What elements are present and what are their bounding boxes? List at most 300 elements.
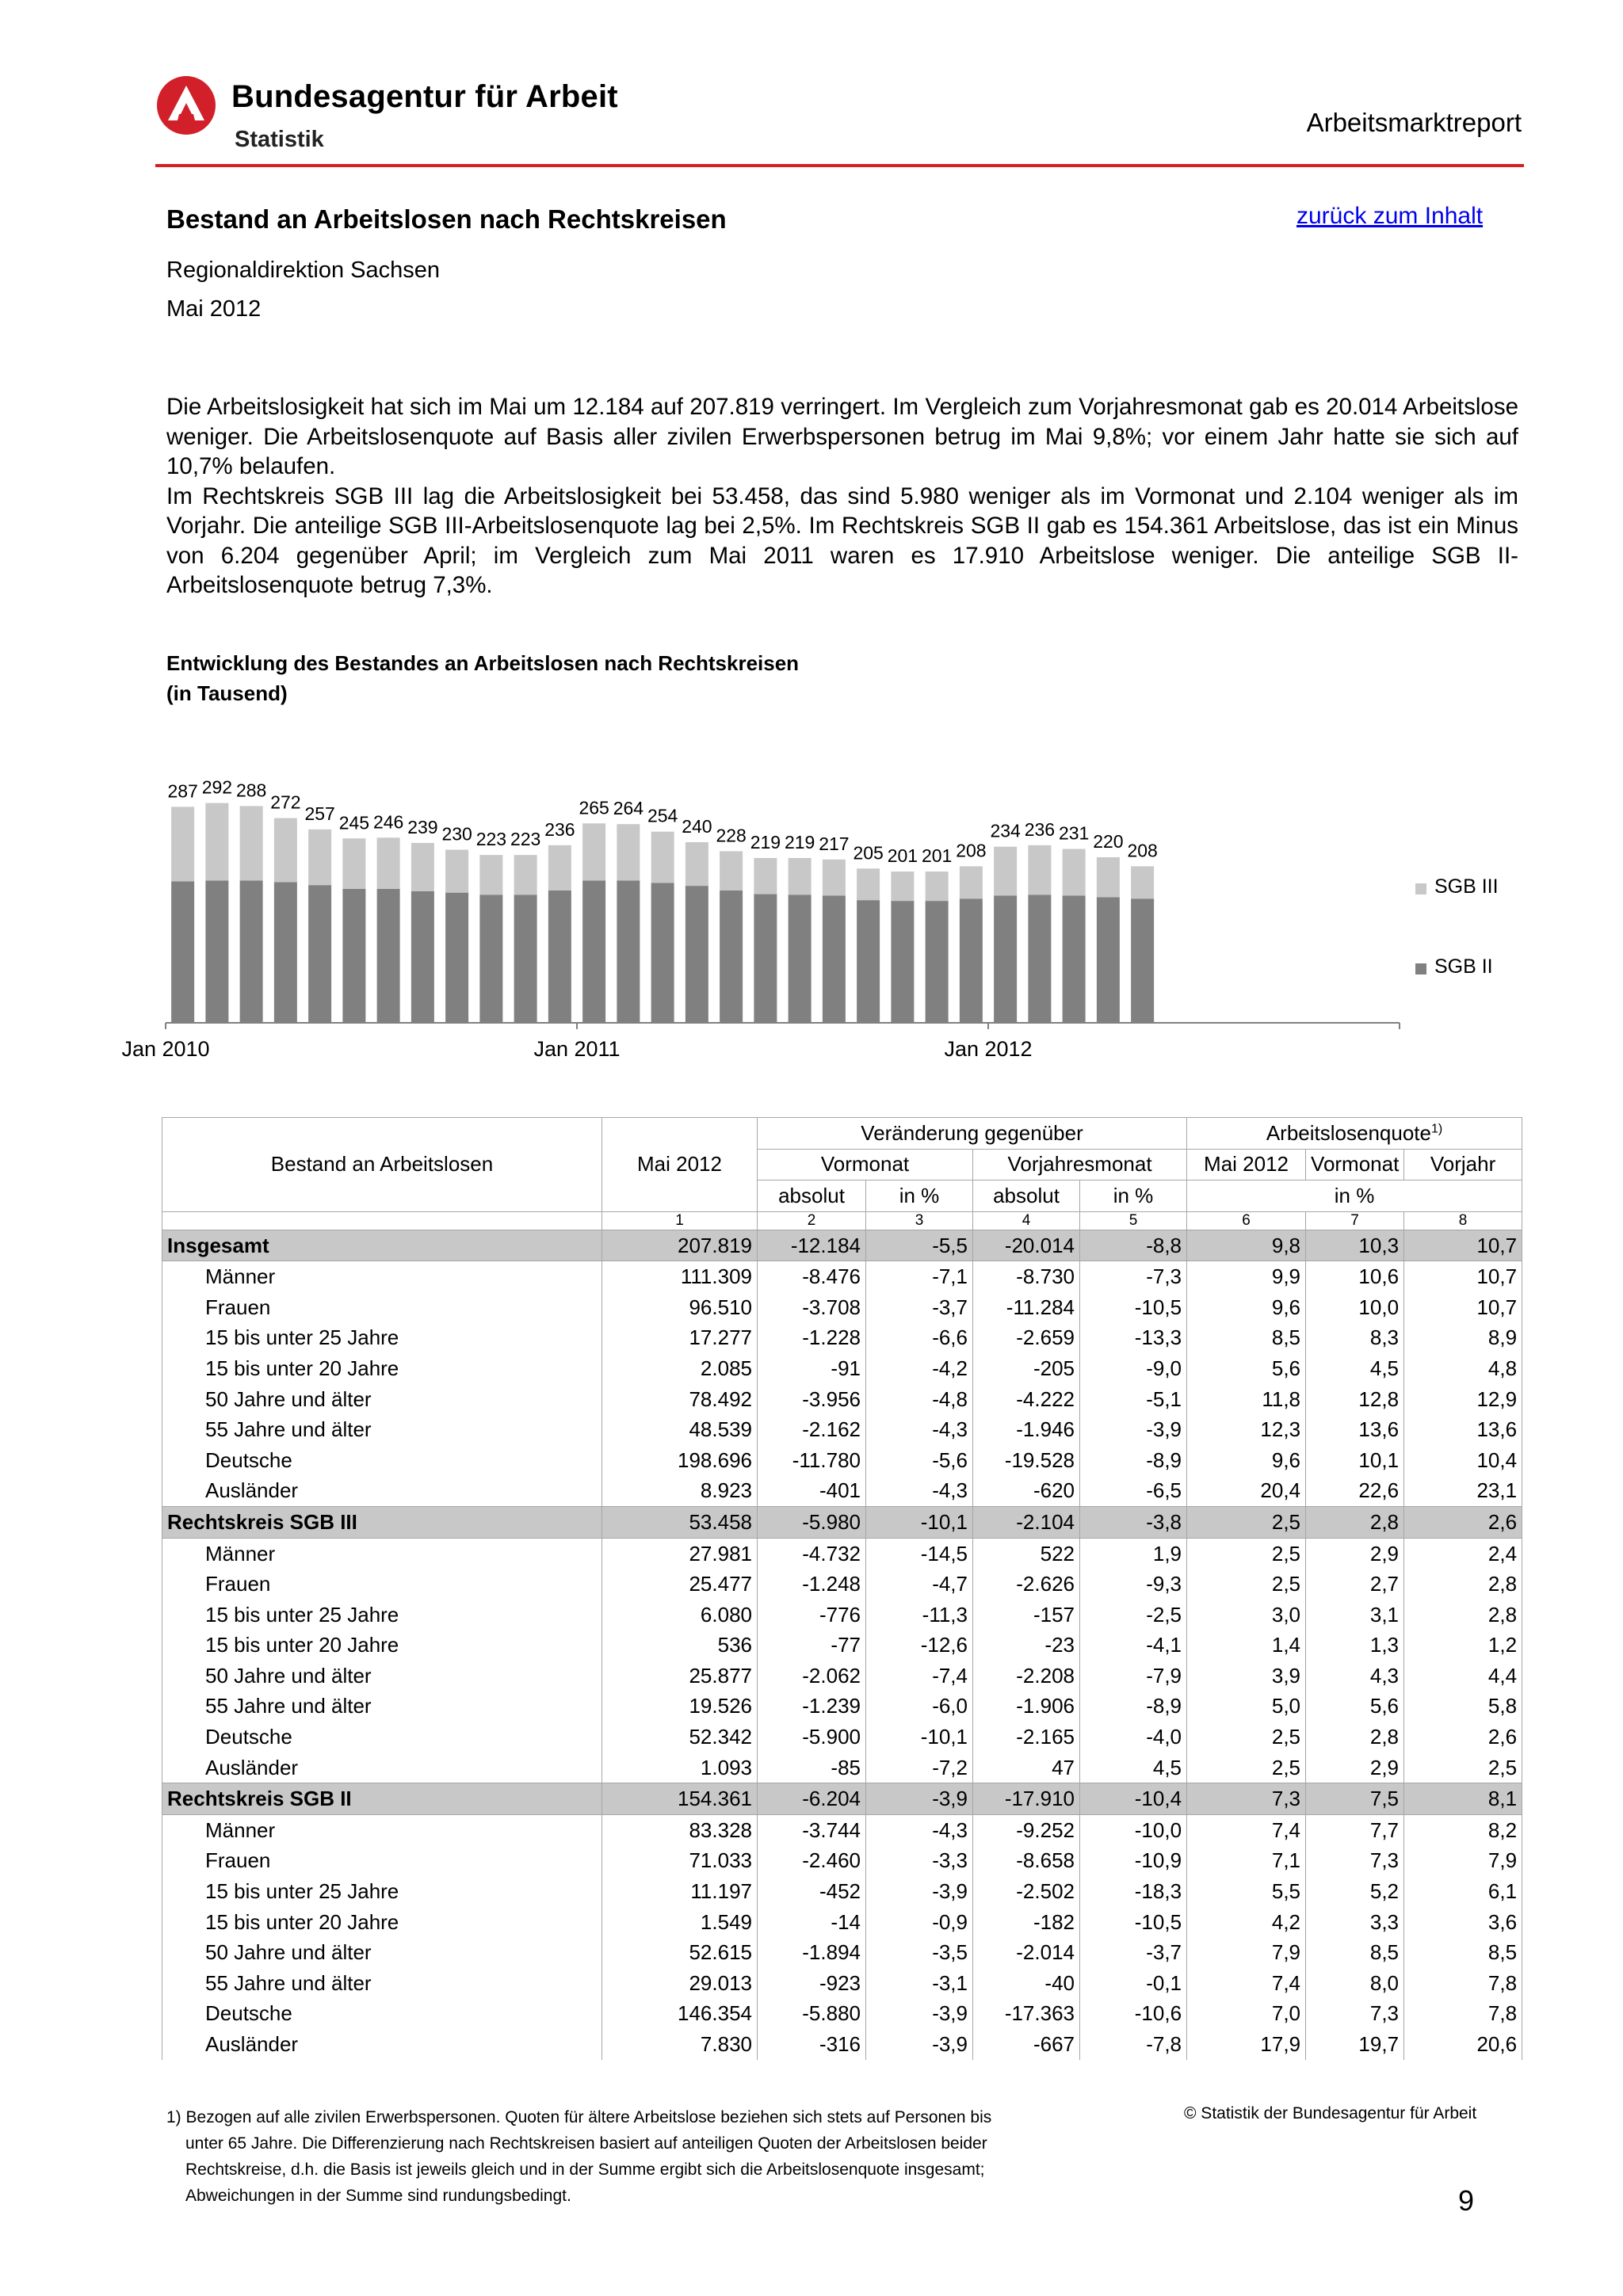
row-value: -3,8 xyxy=(1080,1507,1187,1539)
bar-sgb2 xyxy=(205,880,228,1023)
page-title: Bestand an Arbeitslosen nach Rechtskreisen xyxy=(166,204,727,234)
column-number: 4 xyxy=(973,1211,1080,1230)
bar-total-label: 219 xyxy=(750,831,781,852)
table-row xyxy=(162,1384,1522,1415)
row-value: 13,6 xyxy=(1306,1414,1404,1445)
bar-total-label: 257 xyxy=(304,803,335,824)
table-row xyxy=(162,1630,1522,1661)
row-value: -10,5 xyxy=(1080,1292,1187,1323)
row-value: -2.104 xyxy=(973,1507,1080,1539)
bar-sgb3 xyxy=(582,823,605,880)
row-value: 8,2 xyxy=(1404,1815,1522,1846)
row-value: 2,6 xyxy=(1404,1507,1522,1539)
table-head-absolut-1: absolut xyxy=(758,1180,866,1212)
row-value: 22,6 xyxy=(1306,1476,1404,1507)
row-label: Ausländer xyxy=(162,2029,602,2060)
chart-title-line-1: Entwicklung des Bestandes an Arbeitslosen nach Rechtskreisen xyxy=(166,651,800,675)
row-value: 29.013 xyxy=(602,1968,758,1999)
row-value: 48.539 xyxy=(602,1414,758,1445)
row-value: -3,1 xyxy=(866,1968,973,1999)
footnote xyxy=(166,2104,1117,2209)
table-head-quote-vorjahr: Vorjahr xyxy=(1404,1149,1522,1180)
bar-sgb3 xyxy=(514,855,537,894)
bar-sgb2 xyxy=(411,891,434,1023)
table-row xyxy=(162,1538,1522,1569)
bar-sgb3 xyxy=(1028,845,1051,895)
bar-sgb3 xyxy=(823,860,846,896)
row-value: -8,9 xyxy=(1080,1445,1187,1476)
row-value: 3,9 xyxy=(1187,1661,1306,1691)
row-value: 2.085 xyxy=(602,1353,758,1384)
row-value: 17.277 xyxy=(602,1323,758,1354)
table-head-quote-text: Arbeitslosenquote xyxy=(1266,1120,1431,1145)
row-value: -2.460 xyxy=(758,1846,866,1877)
table-row xyxy=(162,1569,1522,1600)
row-value: 8,3 xyxy=(1306,1323,1404,1354)
bar-total-label: 287 xyxy=(167,780,198,802)
bar-total-label: 240 xyxy=(682,816,712,837)
bar-total-label: 230 xyxy=(441,823,472,845)
row-label: 15 bis unter 20 Jahre xyxy=(162,1353,602,1384)
bar-sgb2 xyxy=(651,883,674,1023)
bar-sgb2 xyxy=(342,889,365,1023)
row-value: 11,8 xyxy=(1187,1384,1306,1415)
row-value: 7,3 xyxy=(1187,1783,1306,1815)
bar-sgb3 xyxy=(617,824,640,880)
row-value: 2,4 xyxy=(1404,1538,1522,1569)
row-value: -205 xyxy=(973,1353,1080,1384)
row-value: 198.696 xyxy=(602,1445,758,1476)
row-value: -6,5 xyxy=(1080,1476,1187,1507)
bar-total-label: 264 xyxy=(613,798,644,819)
column-number: 3 xyxy=(866,1211,973,1230)
row-value: -91 xyxy=(758,1353,866,1384)
bar-total-label: 246 xyxy=(372,811,404,833)
row-value: 78.492 xyxy=(602,1384,758,1415)
bar-total-label: 219 xyxy=(784,831,815,852)
table-head-inpct-3: in % xyxy=(1187,1180,1522,1212)
row-label: Rechtskreis SGB II xyxy=(162,1783,602,1815)
bar-total-label: 272 xyxy=(270,791,301,813)
row-value: -85 xyxy=(758,1753,866,1783)
bar-sgb2 xyxy=(479,895,502,1024)
row-value: -2.062 xyxy=(758,1661,866,1691)
row-value: 5,0 xyxy=(1187,1691,1306,1722)
row-value: -2.165 xyxy=(973,1722,1080,1753)
bar-total-label: 239 xyxy=(407,816,438,837)
row-value: -10,4 xyxy=(1080,1783,1187,1815)
bar-sgb3 xyxy=(342,838,365,889)
row-value: 6.080 xyxy=(602,1600,758,1630)
table-group-row xyxy=(162,1783,1522,1815)
table-head-quote xyxy=(1187,1118,1522,1150)
row-value: -620 xyxy=(973,1476,1080,1507)
row-value: 19,7 xyxy=(1306,2029,1404,2060)
legend-swatch xyxy=(1415,963,1426,974)
row-value: -3,9 xyxy=(866,1876,973,1907)
bar-sgb2 xyxy=(1028,895,1051,1024)
bar-sgb2 xyxy=(582,880,605,1023)
row-value: 10,0 xyxy=(1306,1292,1404,1323)
row-value: -4.222 xyxy=(973,1384,1080,1415)
column-number: 1 xyxy=(602,1211,758,1230)
row-label: Frauen xyxy=(162,1569,602,1600)
row-value: 9,6 xyxy=(1187,1445,1306,1476)
row-value: 96.510 xyxy=(602,1292,758,1323)
table-row xyxy=(162,1476,1522,1507)
row-value: -11,3 xyxy=(866,1600,973,1630)
row-value: 1,4 xyxy=(1187,1630,1306,1661)
row-value: 5,6 xyxy=(1187,1353,1306,1384)
bar-sgb2 xyxy=(377,889,400,1023)
table-row xyxy=(162,1661,1522,1691)
row-value: -8.476 xyxy=(758,1261,866,1292)
row-value: 25.877 xyxy=(602,1661,758,1691)
row-value: 9,9 xyxy=(1187,1261,1306,1292)
row-value: -14 xyxy=(758,1907,866,1938)
row-value: 1.549 xyxy=(602,1907,758,1938)
table-row xyxy=(162,1722,1522,1753)
row-value: 5,5 xyxy=(1187,1876,1306,1907)
row-value: -9,3 xyxy=(1080,1569,1187,1600)
row-value: -157 xyxy=(973,1600,1080,1630)
unemployment-table xyxy=(162,1117,1522,2060)
row-value: -8,9 xyxy=(1080,1691,1187,1722)
bar-total-label: 228 xyxy=(716,825,747,846)
row-value: -7,4 xyxy=(866,1661,973,1691)
row-value: -3.956 xyxy=(758,1384,866,1415)
bar-sgb2 xyxy=(857,900,880,1023)
row-label: 15 bis unter 25 Jahre xyxy=(162,1600,602,1630)
row-value: -3,9 xyxy=(866,1999,973,2030)
row-value: -17.910 xyxy=(973,1783,1080,1815)
row-label: 15 bis unter 20 Jahre xyxy=(162,1630,602,1661)
x-tick-label: Jan 2011 xyxy=(533,1037,621,1061)
row-value: -4,3 xyxy=(866,1414,973,1445)
column-number: 8 xyxy=(1404,1211,1522,1230)
row-value: 7,8 xyxy=(1404,1968,1522,1999)
bar-total-label: 245 xyxy=(338,812,370,833)
bar-total-label: 223 xyxy=(475,829,507,850)
footnote-line-2: unter 65 Jahre. Die Differenzierung nach Rechtskreisen basiert auf anteiligen Quoten der Arbeitslosen beider xyxy=(185,2134,987,2153)
row-value: -4,3 xyxy=(866,1815,973,1846)
row-value: 17,9 xyxy=(1187,2029,1306,2060)
row-value: 2,9 xyxy=(1306,1538,1404,1569)
row-value: -10,5 xyxy=(1080,1907,1187,1938)
bar-sgb2 xyxy=(685,886,708,1023)
bar-sgb3 xyxy=(445,850,468,893)
row-label: 15 bis unter 20 Jahre xyxy=(162,1907,602,1938)
bar-sgb3 xyxy=(411,843,434,891)
row-value: 4,5 xyxy=(1080,1753,1187,1783)
row-value: 52.342 xyxy=(602,1722,758,1753)
row-value: 25.477 xyxy=(602,1569,758,1600)
row-value: 7.830 xyxy=(602,2029,758,2060)
column-number-row xyxy=(162,1211,1522,1230)
row-value: 522 xyxy=(973,1538,1080,1569)
row-value: 12,3 xyxy=(1187,1414,1306,1445)
row-value: 5,8 xyxy=(1404,1691,1522,1722)
row-value: -18,3 xyxy=(1080,1876,1187,1907)
row-value: -1.239 xyxy=(758,1691,866,1722)
bar-sgb3 xyxy=(274,818,297,883)
row-label: 50 Jahre und älter xyxy=(162,1384,602,1415)
bar-sgb2 xyxy=(617,880,640,1023)
row-label: Insgesamt xyxy=(162,1230,602,1261)
row-value: 7,5 xyxy=(1306,1783,1404,1815)
row-label: 50 Jahre und älter xyxy=(162,1661,602,1691)
row-value: -401 xyxy=(758,1476,866,1507)
row-value: 6,1 xyxy=(1404,1876,1522,1907)
row-label: Ausländer xyxy=(162,1476,602,1507)
row-value: 2,5 xyxy=(1187,1753,1306,1783)
row-value: 536 xyxy=(602,1630,758,1661)
row-value: -4,8 xyxy=(866,1384,973,1415)
row-value: -11.284 xyxy=(973,1292,1080,1323)
bar-sgb3 xyxy=(891,871,914,901)
row-value: 2,5 xyxy=(1404,1753,1522,1783)
table-row xyxy=(162,1937,1522,1968)
row-value: 2,6 xyxy=(1404,1722,1522,1753)
table-head-quote-vormonat: Vormonat xyxy=(1306,1149,1404,1180)
bar-sgb2 xyxy=(823,895,846,1023)
bar-total-label: 234 xyxy=(990,820,1021,841)
bar-sgb3 xyxy=(994,847,1017,896)
row-value: -8,8 xyxy=(1080,1230,1187,1261)
bar-sgb3 xyxy=(548,845,571,891)
bar-sgb3 xyxy=(754,858,777,894)
row-value: -0,9 xyxy=(866,1907,973,1938)
row-value: 7,4 xyxy=(1187,1815,1306,1846)
row-label: Deutsche xyxy=(162,1722,602,1753)
row-value: 10,1 xyxy=(1306,1445,1404,1476)
row-value: -4,2 xyxy=(866,1353,973,1384)
bar-sgb3 xyxy=(789,858,812,895)
row-value: -0,1 xyxy=(1080,1968,1187,1999)
bar-sgb2 xyxy=(445,893,468,1023)
bar-sgb3 xyxy=(720,851,743,890)
table-row xyxy=(162,1261,1522,1292)
table-row xyxy=(162,1691,1522,1722)
row-value: -5,5 xyxy=(866,1230,973,1261)
table-group-row xyxy=(162,1507,1522,1539)
row-value: -4,0 xyxy=(1080,1722,1187,1753)
row-value: -3,7 xyxy=(866,1292,973,1323)
row-value: 53.458 xyxy=(602,1507,758,1539)
row-value: 5,2 xyxy=(1306,1876,1404,1907)
row-label: Frauen xyxy=(162,1846,602,1877)
row-value: 207.819 xyxy=(602,1230,758,1261)
row-value: -2.502 xyxy=(973,1876,1080,1907)
row-label: 55 Jahre und älter xyxy=(162,1968,602,1999)
row-value: -9,0 xyxy=(1080,1353,1187,1384)
bar-sgb3 xyxy=(479,855,502,894)
row-value: -1.946 xyxy=(973,1414,1080,1445)
row-value: 2,8 xyxy=(1306,1507,1404,1539)
row-value: 2,5 xyxy=(1187,1538,1306,1569)
row-value: -4,7 xyxy=(866,1569,973,1600)
row-value: 1,2 xyxy=(1404,1630,1522,1661)
table-head-label: Bestand an Arbeitslosen xyxy=(162,1118,602,1212)
row-value: 10,7 xyxy=(1404,1230,1522,1261)
column-number: 5 xyxy=(1080,1211,1187,1230)
row-value: 4,5 xyxy=(1306,1353,1404,1384)
row-value: -12.184 xyxy=(758,1230,866,1261)
row-value: 7,8 xyxy=(1404,1999,1522,2030)
stacked-bar-chart xyxy=(0,0,1623,1093)
row-value: -8.658 xyxy=(973,1846,1080,1877)
table-row xyxy=(162,1876,1522,1907)
bar-sgb2 xyxy=(720,891,743,1023)
row-value: 1.093 xyxy=(602,1753,758,1783)
bar-sgb2 xyxy=(789,895,812,1024)
row-label: 55 Jahre und älter xyxy=(162,1414,602,1445)
row-value: -776 xyxy=(758,1600,866,1630)
table-head-absolut-2: absolut xyxy=(973,1180,1080,1212)
row-label: Männer xyxy=(162,1538,602,1569)
bar-total-label: 292 xyxy=(201,776,233,798)
row-value: -10,1 xyxy=(866,1722,973,1753)
row-value: 2,8 xyxy=(1404,1569,1522,1600)
x-tick-label: Jan 2012 xyxy=(944,1037,1033,1061)
table-row xyxy=(162,2029,1522,2060)
row-value: -2,5 xyxy=(1080,1600,1187,1630)
bar-sgb2 xyxy=(548,891,571,1023)
copyright: © Statistik der Bundesagentur für Arbeit xyxy=(1184,2104,1477,2122)
table-row xyxy=(162,1292,1522,1323)
table-row xyxy=(162,1445,1522,1476)
row-value: 8,5 xyxy=(1306,1937,1404,1968)
bar-sgb3 xyxy=(1131,866,1154,898)
row-value: 2,9 xyxy=(1306,1753,1404,1783)
row-value: 8,1 xyxy=(1404,1783,1522,1815)
row-value: -3,9 xyxy=(1080,1414,1187,1445)
bar-total-label: 208 xyxy=(1127,840,1158,861)
row-value: -316 xyxy=(758,2029,866,2060)
footnote-marker: 1) xyxy=(1430,1122,1443,1136)
row-value: -9.252 xyxy=(973,1815,1080,1846)
row-value: -4.732 xyxy=(758,1538,866,1569)
row-value: -10,0 xyxy=(1080,1815,1187,1846)
row-label: 50 Jahre und älter xyxy=(162,1937,602,1968)
bar-total-label: 208 xyxy=(956,840,987,861)
row-value: -6.204 xyxy=(758,1783,866,1815)
row-label: Männer xyxy=(162,1261,602,1292)
bar-sgb3 xyxy=(377,837,400,889)
row-label: 15 bis unter 25 Jahre xyxy=(162,1323,602,1354)
row-value: 2,5 xyxy=(1187,1569,1306,1600)
row-value: 4,8 xyxy=(1404,1353,1522,1384)
row-value: -3.708 xyxy=(758,1292,866,1323)
table-row xyxy=(162,1600,1522,1630)
row-value: 3,3 xyxy=(1306,1907,1404,1938)
row-value: -40 xyxy=(973,1968,1080,1999)
row-value: 10,7 xyxy=(1404,1292,1522,1323)
row-value: -6,0 xyxy=(866,1691,973,1722)
row-value: -7,8 xyxy=(1080,2029,1187,2060)
footnote-line-4: Abweichungen in der Summe sind rundungsbedingt. xyxy=(185,2187,571,2205)
row-value: 3,0 xyxy=(1187,1600,1306,1630)
x-tick-label: Jan 2010 xyxy=(121,1037,210,1061)
table-head-month: Mai 2012 xyxy=(602,1118,758,1212)
row-value: 1,3 xyxy=(1306,1630,1404,1661)
row-value: 9,8 xyxy=(1187,1230,1306,1261)
bar-sgb2 xyxy=(754,894,777,1023)
bar-total-label: 265 xyxy=(579,797,609,818)
row-value: 7,9 xyxy=(1404,1846,1522,1877)
bar-sgb2 xyxy=(171,881,194,1023)
row-value: 10,7 xyxy=(1404,1261,1522,1292)
row-value: 8,5 xyxy=(1404,1937,1522,1968)
bar-sgb3 xyxy=(240,806,263,880)
row-value: -10,1 xyxy=(866,1507,973,1539)
row-value: 8.923 xyxy=(602,1476,758,1507)
row-value: -923 xyxy=(758,1968,866,1999)
row-value: -11.780 xyxy=(758,1445,866,1476)
row-value: -77 xyxy=(758,1630,866,1661)
row-label: Ausländer xyxy=(162,1753,602,1783)
row-value: -452 xyxy=(758,1876,866,1907)
row-value: 111.309 xyxy=(602,1261,758,1292)
row-value: -3,9 xyxy=(866,1783,973,1815)
row-value: -7,3 xyxy=(1080,1261,1187,1292)
row-value: 3,6 xyxy=(1404,1907,1522,1938)
row-value: 83.328 xyxy=(602,1815,758,1846)
table-head-inpct-1: in % xyxy=(866,1180,973,1212)
bar-sgb3 xyxy=(205,803,228,881)
bar-sgb2 xyxy=(308,885,331,1023)
bar-sgb2 xyxy=(891,901,914,1023)
bar-total-label: 217 xyxy=(819,833,850,854)
row-value: 7,9 xyxy=(1187,1937,1306,1968)
table-row xyxy=(162,1968,1522,1999)
table-row xyxy=(162,1815,1522,1846)
row-value: 10,4 xyxy=(1404,1445,1522,1476)
row-value: 71.033 xyxy=(602,1846,758,1877)
row-value: 4,2 xyxy=(1187,1907,1306,1938)
row-value: 7,7 xyxy=(1306,1815,1404,1846)
bar-sgb3 xyxy=(308,830,331,885)
row-value: 2,5 xyxy=(1187,1507,1306,1539)
row-value: -2.626 xyxy=(973,1569,1080,1600)
row-value: -12,6 xyxy=(866,1630,973,1661)
row-value: 10,3 xyxy=(1306,1230,1404,1261)
table-row xyxy=(162,1353,1522,1384)
row-value: -5.880 xyxy=(758,1999,866,2030)
table-row xyxy=(162,1414,1522,1445)
footnote-line-1: 1) Bezogen auf alle zivilen Erwerbspersonen. Quoten für ältere Arbeitslose beziehen sich stets auf Personen bis xyxy=(166,2108,992,2126)
row-value: 20,6 xyxy=(1404,2029,1522,2060)
back-to-contents-link[interactable]: zurück zum Inhalt xyxy=(1296,203,1484,229)
row-value: 2,7 xyxy=(1306,1569,1404,1600)
bar-total-label: 231 xyxy=(1058,822,1090,844)
row-value: 2,5 xyxy=(1187,1722,1306,1753)
row-value: 154.361 xyxy=(602,1783,758,1815)
row-value: 5,6 xyxy=(1306,1691,1404,1722)
table-head-change: Veränderung gegenüber xyxy=(758,1118,1187,1150)
row-value: -7,9 xyxy=(1080,1661,1187,1691)
row-value: 146.354 xyxy=(602,1999,758,2030)
row-value: 1,9 xyxy=(1080,1538,1187,1569)
row-value: -1.894 xyxy=(758,1937,866,1968)
bar-total-label: 201 xyxy=(887,845,918,867)
table-group-row xyxy=(162,1230,1522,1261)
intro-paragraph-1: Die Arbeitslosigkeit hat sich im Mai um 12.184 auf 207.819 verringert. Im Vergleich zum Vorjahresmonat gab es 20.014 Arbeitslose weniger. Die Arbeitslosenquote auf Basis aller zivilen Erwerbspersonen betrug im Mai 9,8%; vor einem Jahr hatte sie sich auf 10,7% belaufen. xyxy=(166,394,1518,479)
row-value: -1.906 xyxy=(973,1691,1080,1722)
legend-swatch xyxy=(1415,883,1426,894)
bar-sgb2 xyxy=(926,901,949,1023)
column-number: 6 xyxy=(1187,1211,1306,1230)
